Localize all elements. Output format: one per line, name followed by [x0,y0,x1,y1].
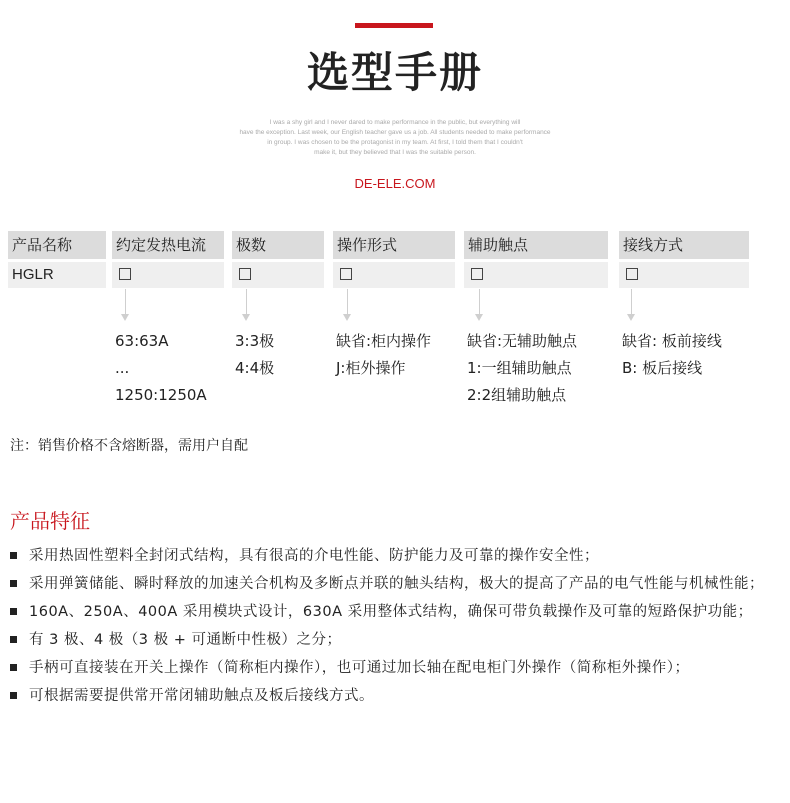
options-poles [235,328,274,382]
list-item [10,544,785,568]
list-item [10,628,785,652]
column-header: 约定发热电流 [112,231,224,259]
list-item [10,656,785,680]
feature-text: 采用热固性塑料全封闭式结构，具有很高的介电性能、防护能力及可靠的操作安全性； [29,548,599,564]
option-item: 缺省:柜内操作 [336,332,432,350]
list-item [10,600,785,624]
column-header: 接线方式 [619,231,749,259]
column-wiring [619,231,749,288]
options-operation [336,328,431,382]
option-item: 63:63A [115,332,169,350]
page-title: 选型手册 [306,48,483,97]
checkbox-icon [626,268,638,280]
column-value: HGLR [8,262,106,288]
down-arrow-icon [347,289,348,315]
column-value [464,262,608,288]
option-item: 缺省:无辅助触点 [467,332,578,350]
blurb-line: I was a shy girl and I never dared to make performance in the public, but everything will [269,119,521,126]
features-title: 产品特征 [10,509,90,533]
feature-text: 可根据需要提供常开常闭辅助触点及板后接线方式。 [29,688,374,704]
down-arrow-icon [479,289,480,315]
column-header: 辅助触点 [464,231,608,259]
column-header: 极数 [232,231,324,259]
option-item: 2:2组辅助触点 [467,386,567,404]
column-rated-current [112,231,224,288]
bullet-icon [10,580,17,587]
bullet-icon [10,664,17,671]
column-header: 操作形式 [333,231,455,259]
checkbox-icon [119,268,131,280]
column-value [619,262,749,288]
column-value [232,262,324,288]
option-item: 3:3极 [235,332,275,350]
option-item: 4:4极 [235,359,275,377]
bullet-icon [10,692,17,699]
option-item: J:柜外操作 [336,359,406,377]
feature-text: 手柄可直接装在开关上操作（简称柜内操作），也可通过加长轴在配电柜门外操作（简称柜外操作）； [29,660,690,676]
column-operation [333,231,455,288]
bullet-icon [10,608,17,615]
feature-text: 160A、250A、400A 采用模块式设计，630A 采用整体式结构，确保可带负载操作及可靠的短路保护功能； [29,604,753,620]
option-item: 1250:1250A [115,386,207,404]
list-item [10,684,785,708]
checkbox-icon [239,268,251,280]
bullet-icon [10,552,17,559]
down-arrow-icon [125,289,126,315]
column-value [112,262,224,288]
down-arrow-icon [246,289,247,315]
list-item [10,572,785,596]
option-item: B: 板后接线 [622,359,703,377]
options-wiring [622,328,722,382]
options-aux-contacts [467,328,577,409]
down-arrow-icon [631,289,632,315]
blurb-line: have the exception. Last week, our English teacher gave us a job. All students needed to make performance [239,129,551,136]
checkbox-icon [471,268,483,280]
options-rated-current [115,328,207,409]
column-aux-contacts [464,231,608,288]
blurb-line: make it, but they believed that I was the suitable person. [314,149,476,156]
column-product-name [8,231,106,288]
feature-text: 有 3 极、4 极（3 极 + 可通断中性极）之分； [29,632,342,648]
title-accent-bar [355,23,433,28]
column-poles [232,231,324,288]
blurb-line: in group. I was chosen to be the protagonist in my team. At first, I told them that I couldn't [267,139,523,146]
bullet-icon [10,636,17,643]
decorative-blurb [0,118,790,158]
option-item: ... [115,359,130,377]
option-item: 1:一组辅助触点 [467,359,572,377]
feature-text: 采用弹簧储能、瞬时释放的加速关合机构及多断点并联的触头结构，极大的提高了产品的电气性能与机械性能； [29,576,764,592]
features-list [10,544,785,712]
checkbox-icon [340,268,352,280]
column-header: 产品名称 [8,231,106,259]
price-note: 注：销售价格不含熔断器，需用户自配 [10,438,248,454]
option-item: 缺省: 板前接线 [622,332,722,350]
column-value [333,262,455,288]
site-link[interactable]: DE-ELE.COM [354,176,436,191]
